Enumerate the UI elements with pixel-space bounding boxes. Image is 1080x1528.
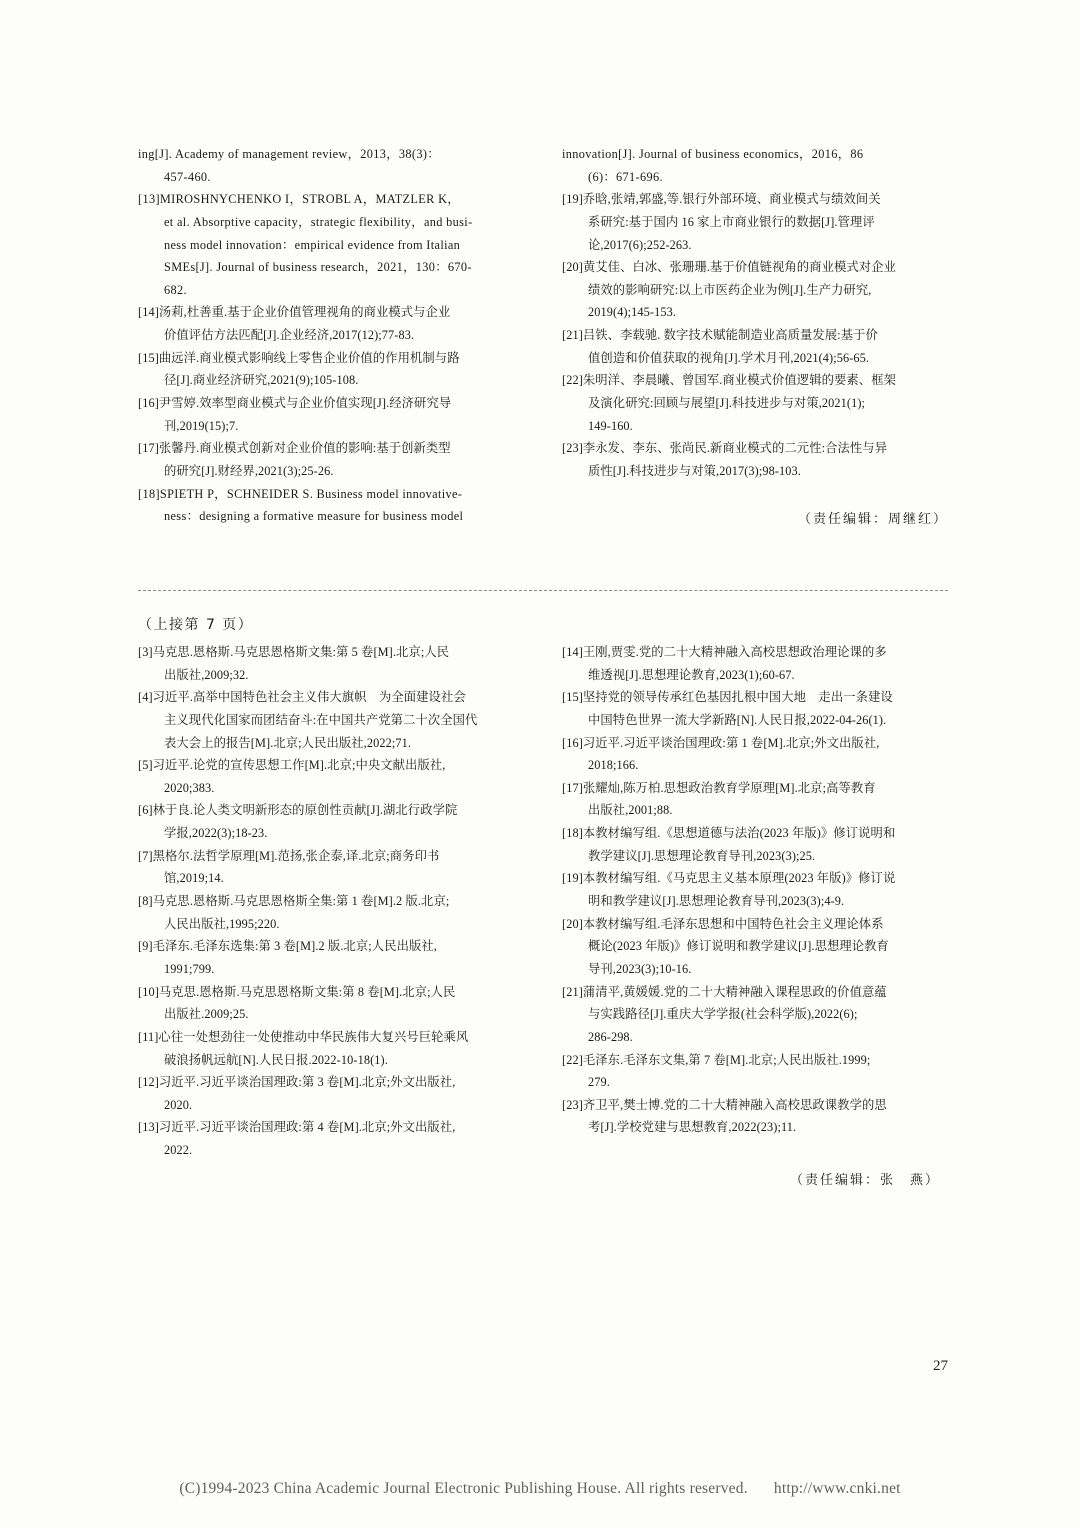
references-top-right-column — [562, 144, 948, 529]
reference-line: [23]齐卫平,樊士博.党的二十大精神融入高校思政课教学的思 — [562, 1097, 887, 1112]
reference-line: 2019(4);145-153. — [588, 305, 677, 320]
reference-line: [8]马克思.恩格斯.马克思恩格斯全集:第 1 卷[M].2 版.北京; — [138, 894, 450, 909]
reference-line: [18]本教材编写组.《思想道德与法治(2023 年版)》修订说明和 — [562, 826, 896, 841]
editor-credit-bottom: （责任编辑：张 燕） — [789, 1172, 940, 1188]
reference-line: 值创造和价值获取的视角[J].学术月刊,2021(4);56-65. — [588, 350, 870, 365]
reference-line: [21]蒲清平,黄媛媛.党的二十大精神融入课程思政的价值意蕴 — [562, 984, 887, 999]
reference-line: 径[J].商业经济研究,2021(9);105-108. — [164, 373, 359, 388]
reference-line: [5]习近平.论党的宣传思想工作[M].北京;中央文献出版社, — [138, 758, 446, 773]
reference-line: [18]SPIETH P，SCHNEIDER S. Business model innovative- — [138, 486, 463, 501]
reference-line: [15]坚持党的领导传承红色基因扎根中国大地 走出一条建设 — [562, 690, 893, 705]
reference-line: 286-298. — [588, 1029, 633, 1044]
reference-line: [17]张耀灿,陈万柏.思想政治教育学原理[M].北京;高等教育 — [562, 780, 876, 795]
reference-line: 2020;383. — [164, 780, 215, 795]
reference-line: [3]马克思.恩格斯.马克思恩格斯文集:第 5 卷[M].北京;人民 — [138, 645, 450, 659]
footer — [0, 1480, 1080, 1498]
reference-line: 682. — [164, 282, 187, 297]
reference-line: 质性[J].科技进步与对策,2017(3);98-103. — [588, 463, 801, 478]
reference-line: 的研究[J].财经界,2021(3);25-26. — [164, 463, 334, 478]
references-section-bottom — [138, 614, 948, 1188]
reference-line: 及演化研究:回顾与展望[J].科技进步与对策,2021(1); — [588, 396, 866, 411]
section-divider — [138, 590, 948, 592]
reference-line: [14]汤莉,杜善重.基于企业价值管理视角的商业模式与企业 — [138, 305, 451, 320]
reference-line: [15]曲远洋.商业模式影响线上零售企业价值的作用机制与路 — [138, 350, 460, 365]
reference-line: SMEs[J]. Journal of business research，2021，130：670- — [164, 260, 472, 275]
reference-line: innovation[J]. Journal of business economics，2016，86 — [562, 147, 864, 161]
reference-line: 导刊,2023(3);10-16. — [588, 961, 692, 976]
reference-line: 279. — [588, 1075, 610, 1090]
reference-line: 人民出版社,1995;220. — [164, 916, 280, 931]
reference-line: 破浪扬帆远航[N].人民日报.2022-10-18(1). — [164, 1052, 388, 1067]
reference-line: 论,2017(6);252-263. — [588, 237, 692, 252]
reference-line: [16]习近平.习近平谈治国理政:第 1 卷[M].北京;外文出版社, — [562, 735, 880, 750]
reference-line: [19]乔晗,张靖,郭盛,等.银行外部环境、商业模式与绩效间关 — [562, 192, 881, 207]
reference-line: 维透视[J].思想理论教育,2023(1);60-67. — [588, 667, 795, 682]
reference-line: 149-160. — [588, 418, 633, 433]
reference-line: [22]朱明洋、李晨曦、曾国军.商业模式价值逻辑的要素、框架 — [562, 373, 896, 388]
reference-line: 457-460. — [164, 169, 211, 184]
reference-line: [9]毛泽东.毛泽东选集:第 3 卷[M].2 版.北京;人民出版社, — [138, 939, 437, 954]
reference-line: 2018;166. — [588, 758, 639, 773]
page-number: 27 — [933, 1358, 948, 1374]
reference-line: 主义现代化国家而团结奋斗:在中国共产党第二十次全国代 — [164, 712, 478, 727]
footer-url[interactable]: http://www.cnki.net — [773, 1480, 901, 1497]
reference-line: [16]尹雪婷.效率型商业模式与企业价值实现[J].经济研究导 — [138, 396, 452, 411]
reference-line: et al. Absorptive capacity，strategic flexibility，and busi- — [164, 214, 473, 229]
editor-credit-top: （责任编辑：周继红） — [797, 512, 948, 528]
reference-line: 概论(2023 年版)》修订说明和教学建议[J].思想理论教育 — [588, 939, 889, 954]
references-top-left-column — [138, 144, 524, 529]
reference-line: 1991;799. — [164, 961, 215, 976]
reference-line: (6)：671-696. — [588, 169, 663, 184]
reference-line: [17]张馨丹.商业模式创新对企业价值的影响:基于创新类型 — [138, 441, 451, 456]
reference-line: [12]习近平.习近平谈治国理政:第 3 卷[M].北京;外文出版社, — [138, 1075, 456, 1090]
reference-line: 绩效的影响研究:以上市医药企业为例[J].生产力研究, — [588, 282, 872, 297]
reference-line: [23]李永发、李东、张尚民.新商业模式的二元性:合法性与异 — [562, 441, 888, 456]
reference-line: 出版社,2009;32. — [164, 667, 249, 682]
reference-line: 2020. — [164, 1097, 193, 1112]
reference-line: 学报,2022(3);18-23. — [164, 826, 268, 841]
reference-line: [11]心往一处想劲往一处使推动中华民族伟大复兴号巨轮乘风 — [138, 1029, 469, 1044]
reference-line: 考[J].学校党建与思想教育,2022(23);11. — [588, 1120, 797, 1135]
reference-line: [20]本教材编写组.毛泽东思想和中国特色社会主义理论体系 — [562, 916, 884, 931]
reference-line: [4]习近平.高举中国特色社会主义伟大旗帜 为全面建设社会 — [138, 690, 466, 705]
reference-line: 刊,2019(15);7. — [164, 418, 239, 433]
footer-copyright: (C)1994-2023 China Academic Journal Electronic Publishing House. All rights reserved. — [179, 1480, 748, 1497]
reference-line: ness model innovation：empirical evidence from Italian — [164, 237, 461, 252]
continued-from-note: （上接第 7 页） — [138, 617, 254, 633]
reference-line: ing[J]. Academy of management review，2013，38(3)： — [138, 147, 440, 161]
reference-line: 与实践路径[J].重庆大学学报(社会科学版),2022(6); — [588, 1007, 858, 1022]
reference-line: 2022. — [164, 1143, 193, 1158]
reference-line: [14]王刚,贾雯.党的二十大精神融入高校思想政治理论课的多 — [562, 645, 887, 659]
reference-line: ness：designing a formative measure for business model — [164, 509, 464, 524]
reference-line: [20]黄艾佳、白冰、张珊珊.基于价值链视角的商业模式对企业 — [562, 260, 896, 275]
reference-line: 教学建议[J].思想理论教育导刊,2023(3);25. — [588, 848, 816, 863]
reference-line: [13]MIROSHNYCHENKO I，STROBL A，MATZLER K， — [138, 192, 460, 207]
reference-line: 出版社,2001;88. — [588, 803, 673, 818]
reference-line: [19]本教材编写组.《马克思主义基本原理(2023 年版)》修订说 — [562, 871, 896, 886]
reference-line: [10]马克思.恩格斯.马克思恩格斯文集:第 8 卷[M].北京;人民 — [138, 984, 456, 999]
reference-line: 明和教学建议[J].思想理论教育导刊,2023(3);4-9. — [588, 894, 845, 909]
reference-line: 馆,2019;14. — [164, 871, 224, 886]
reference-line: [6]林于良.论人类文明新形态的原创性贡献[J].湖北行政学院 — [138, 803, 458, 818]
reference-line: 系研究:基于国内 16 家上市商业银行的数据[J].管理评 — [588, 214, 875, 229]
reference-line: 价值评估方法匹配[J].企业经济,2017(12);77-83. — [164, 328, 415, 343]
reference-line: 中国特色世界一流大学新路[N].人民日报,2022-04-26(1). — [588, 712, 887, 727]
references-bottom-right-column — [562, 642, 948, 1188]
reference-line: 出版社.2009;25. — [164, 1007, 249, 1022]
reference-line: [21]吕铁、李载驰. 数字技术赋能制造业高质量发展:基于价 — [562, 328, 878, 343]
references-bottom-left-column — [138, 642, 524, 1188]
reference-line: [13]习近平.习近平谈治国理政:第 4 卷[M].北京;外文出版社, — [138, 1120, 456, 1135]
reference-line: 表大会上的报告[M].北京;人民出版社,2022;71. — [164, 735, 412, 750]
references-section-top — [138, 144, 948, 529]
reference-line: [22]毛泽东.毛泽东文集,第 7 卷[M].北京;人民出版社.1999; — [562, 1052, 871, 1067]
reference-line: [7]黑格尔.法哲学原理[M].范扬,张企泰,译.北京;商务印书 — [138, 848, 440, 863]
